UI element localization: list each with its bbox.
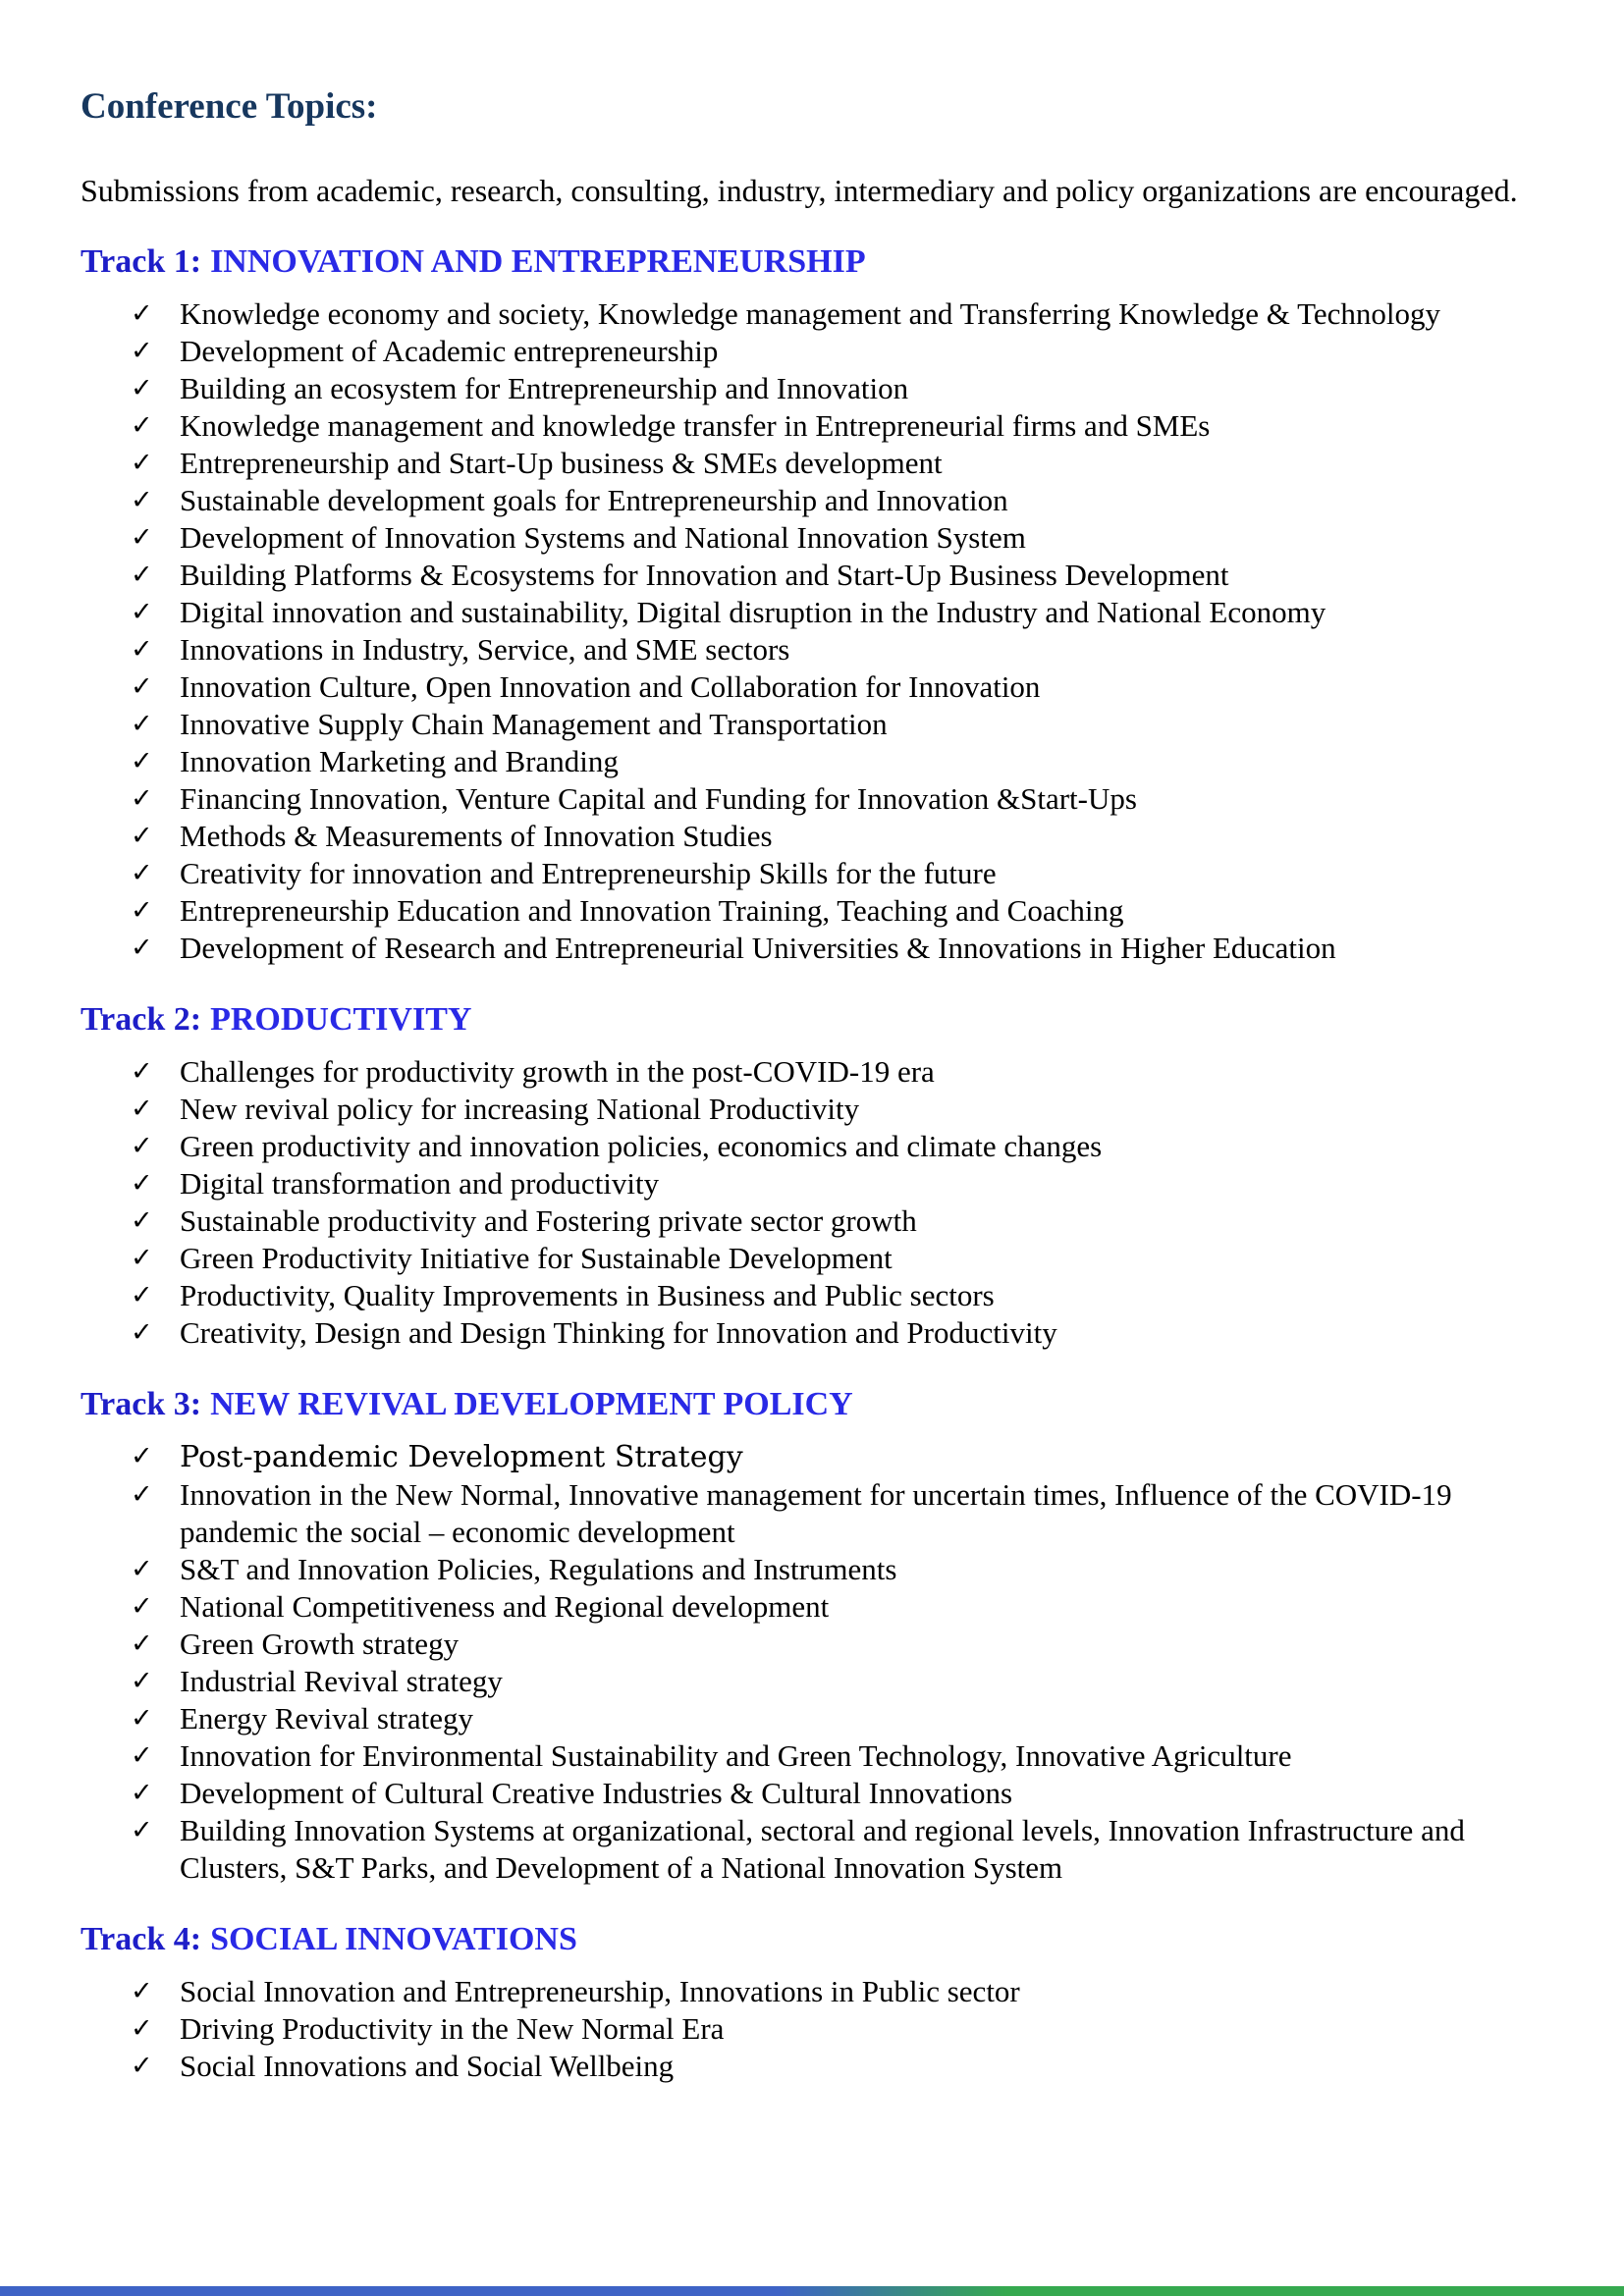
topic-text: Innovation Marketing and Branding — [180, 744, 619, 778]
checkmark-icon: ✓ — [131, 1629, 153, 1659]
topic-item — [81, 1588, 1543, 1626]
topic-item — [81, 1202, 1543, 1240]
checkmark-icon: ✓ — [131, 1243, 153, 1273]
topic-item — [81, 1737, 1543, 1775]
topic-text: Social Innovation and Entrepreneurship, Innovations in Public sector — [180, 1974, 1020, 2008]
track-label: Track 2: — [81, 1001, 202, 1038]
topic-text: Post-pandemic Development Strategy — [180, 1440, 743, 1474]
topic-item — [81, 780, 1543, 818]
topic-item — [81, 631, 1543, 668]
topic-item — [81, 1973, 1543, 2010]
topic-text: Productivity, Quality Improvements in Business and Public sectors — [180, 1278, 995, 1312]
topic-text: New revival policy for increasing National Productivity — [180, 1092, 860, 1126]
topic-item — [81, 1053, 1543, 1091]
checkmark-icon: ✓ — [131, 933, 153, 963]
track-label: Track 1: — [81, 243, 202, 280]
topic-text: Green Growth strategy — [180, 1627, 460, 1661]
topic-item — [81, 1626, 1543, 1663]
topic-text: Entrepreneurship Education and Innovation Training, Teaching and Coaching — [180, 893, 1124, 928]
checkmark-icon: ✓ — [131, 522, 153, 553]
topic-item — [81, 743, 1543, 780]
checkmark-icon: ✓ — [131, 1703, 153, 1734]
page-title: Conference Topics: — [81, 86, 378, 127]
topic-item — [81, 594, 1543, 631]
checkmark-icon: ✓ — [131, 1441, 153, 1471]
topic-item — [81, 2010, 1543, 2048]
checkmark-icon: ✓ — [131, 560, 153, 590]
topic-item — [81, 1128, 1543, 1165]
checkmark-icon: ✓ — [131, 1666, 153, 1696]
checkmark-icon: ✓ — [131, 373, 153, 403]
topic-item — [81, 1438, 1543, 1476]
topic-item — [81, 407, 1543, 445]
topic-text: Green Productivity Initiative for Sustainable Development — [180, 1241, 893, 1275]
topic-text: Development of Innovation Systems and National Innovation System — [180, 520, 1026, 555]
topic-text: Driving Productivity in the New Normal Era — [180, 2011, 725, 2046]
topic-text: Green productivity and innovation policies, economics and climate changes — [180, 1129, 1103, 1163]
checkmark-icon: ✓ — [131, 783, 153, 814]
topic-item — [81, 1277, 1543, 1314]
topic-list — [81, 1053, 1543, 1352]
topic-item — [81, 855, 1543, 892]
topic-text: Digital innovation and sustainability, Digital disruption in the Industry and National Economy — [180, 595, 1326, 629]
checkmark-icon: ✓ — [131, 1131, 153, 1161]
checkmark-icon: ✓ — [131, 1591, 153, 1622]
track-name: SOCIAL INNOVATIONS — [210, 1921, 577, 1957]
footer-color-bar — [0, 2286, 1624, 2296]
checkmark-icon: ✓ — [131, 1205, 153, 1236]
checkmark-icon: ✓ — [131, 895, 153, 926]
checkmark-icon: ✓ — [131, 1280, 153, 1310]
checkmark-icon: ✓ — [131, 858, 153, 888]
checkmark-icon: ✓ — [131, 1479, 153, 1510]
track-name: NEW REVIVAL DEVELOPMENT POLICY — [210, 1386, 853, 1422]
topic-item — [81, 706, 1543, 743]
topic-text: Development of Academic entrepreneurship — [180, 334, 719, 368]
checkmark-icon: ✓ — [131, 1094, 153, 1124]
topic-item — [81, 1551, 1543, 1588]
topic-item — [81, 333, 1543, 370]
topic-item — [81, 1314, 1543, 1352]
topic-text: Digital transformation and productivity — [180, 1166, 660, 1201]
topic-item — [81, 1700, 1543, 1737]
checkmark-icon: ✓ — [131, 410, 153, 441]
track-section — [81, 1000, 1543, 1352]
checkmark-icon: ✓ — [131, 1168, 153, 1199]
track-section — [81, 1385, 1543, 1887]
topic-text: Development of Research and Entrepreneurial Universities & Innovations in Higher Education — [180, 931, 1336, 965]
topic-item — [81, 1476, 1543, 1551]
topic-text: Development of Cultural Creative Industries & Cultural Innovations — [180, 1776, 1013, 1810]
checkmark-icon: ✓ — [131, 2013, 153, 2044]
topic-text: Building Innovation Systems at organizational, sectoral and regional levels, Innovation Infrastructure and Clusters, S&T Parks, and Development of a National Innovation System — [180, 1813, 1465, 1885]
checkmark-icon: ✓ — [131, 2051, 153, 2081]
checkmark-icon: ✓ — [131, 746, 153, 776]
topic-text: Creativity for innovation and Entrepreneurship Skills for the future — [180, 856, 997, 890]
topic-text: Innovation for Environmental Sustainability and Green Technology, Innovative Agriculture — [180, 1738, 1292, 1773]
topic-text: Creativity, Design and Design Thinking for Innovation and Productivity — [180, 1315, 1057, 1350]
topic-text: Knowledge management and knowledge transfer in Entrepreneurial firms and SMEs — [180, 408, 1211, 443]
topic-text: Sustainable productivity and Fostering private sector growth — [180, 1203, 917, 1238]
track-section — [81, 1920, 1543, 2085]
topic-item — [81, 2048, 1543, 2085]
topic-item — [81, 668, 1543, 706]
checkmark-icon: ✓ — [131, 1317, 153, 1348]
topic-list — [81, 1973, 1543, 2085]
topic-text: Financing Innovation, Venture Capital and Funding for Innovation &Start-Ups — [180, 781, 1137, 816]
checkmark-icon: ✓ — [131, 1056, 153, 1087]
topic-text: Sustainable development goals for Entrepreneurship and Innovation — [180, 483, 1008, 517]
topic-text: Knowledge economy and society, Knowledge management and Transferring Knowledge & Technology — [180, 296, 1441, 331]
topic-text: Social Innovations and Social Wellbeing — [180, 2049, 675, 2083]
checkmark-icon: ✓ — [131, 1554, 153, 1584]
checkmark-icon: ✓ — [131, 1740, 153, 1771]
topic-item — [81, 1091, 1543, 1128]
topic-text: S&T and Innovation Policies, Regulations and Instruments — [180, 1552, 897, 1586]
topic-text: Industrial Revival strategy — [180, 1664, 503, 1698]
tracks-container — [81, 242, 1543, 2085]
topic-list — [81, 1438, 1543, 1887]
topic-item — [81, 818, 1543, 855]
checkmark-icon: ✓ — [131, 634, 153, 665]
topic-item — [81, 295, 1543, 333]
topic-list — [81, 295, 1543, 967]
checkmark-icon: ✓ — [131, 298, 153, 329]
topic-item — [81, 1812, 1543, 1887]
topic-item — [81, 482, 1543, 519]
topic-text: Entrepreneurship and Start-Up business & SMEs development — [180, 446, 943, 480]
topic-text: Innovation in the New Normal, Innovative management for uncertain times, Influence of the COVID-19 pandemic the social – economic development — [180, 1477, 1452, 1549]
track-heading — [81, 242, 1543, 282]
topic-text: Methods & Measurements of Innovation Studies — [180, 819, 773, 853]
track-heading — [81, 1000, 1543, 1040]
checkmark-icon: ✓ — [131, 671, 153, 702]
checkmark-icon: ✓ — [131, 485, 153, 515]
track-heading — [81, 1920, 1543, 1959]
checkmark-icon: ✓ — [131, 821, 153, 851]
checkmark-icon: ✓ — [131, 336, 153, 366]
track-heading — [81, 1385, 1543, 1424]
track-label: Track 4: — [81, 1921, 202, 1957]
topic-item — [81, 1663, 1543, 1700]
checkmark-icon: ✓ — [131, 1815, 153, 1845]
topic-text: Building an ecosystem for Entrepreneurship and Innovation — [180, 371, 909, 405]
topic-text: Challenges for productivity growth in the post-COVID-19 era — [180, 1054, 935, 1089]
track-section — [81, 242, 1543, 967]
topic-item — [81, 1165, 1543, 1202]
topic-item — [81, 930, 1543, 967]
topic-text: Innovation Culture, Open Innovation and Collaboration for Innovation — [180, 669, 1041, 704]
checkmark-icon: ✓ — [131, 1778, 153, 1808]
topic-item — [81, 1240, 1543, 1277]
checkmark-icon: ✓ — [131, 448, 153, 478]
topic-item — [81, 892, 1543, 930]
track-name: INNOVATION AND ENTREPRENEURSHIP — [210, 243, 866, 280]
topic-item — [81, 519, 1543, 557]
topic-item — [81, 1775, 1543, 1812]
checkmark-icon: ✓ — [131, 709, 153, 739]
topic-item — [81, 445, 1543, 482]
track-label: Track 3: — [81, 1386, 202, 1422]
topic-text: Innovations in Industry, Service, and SME sectors — [180, 632, 790, 667]
checkmark-icon: ✓ — [131, 1976, 153, 2006]
checkmark-icon: ✓ — [131, 597, 153, 627]
topic-text: Energy Revival strategy — [180, 1701, 474, 1735]
track-name: PRODUCTIVITY — [210, 1001, 472, 1038]
topic-text: Innovative Supply Chain Management and Transportation — [180, 707, 888, 741]
topic-item — [81, 370, 1543, 407]
topic-text: National Competitiveness and Regional development — [180, 1589, 830, 1624]
topic-text: Building Platforms & Ecosystems for Innovation and Start-Up Business Development — [180, 558, 1229, 592]
intro-paragraph: Submissions from academic, research, consulting, industry, intermediary and policy organizations are encouraged. — [81, 173, 1518, 208]
topic-item — [81, 557, 1543, 594]
